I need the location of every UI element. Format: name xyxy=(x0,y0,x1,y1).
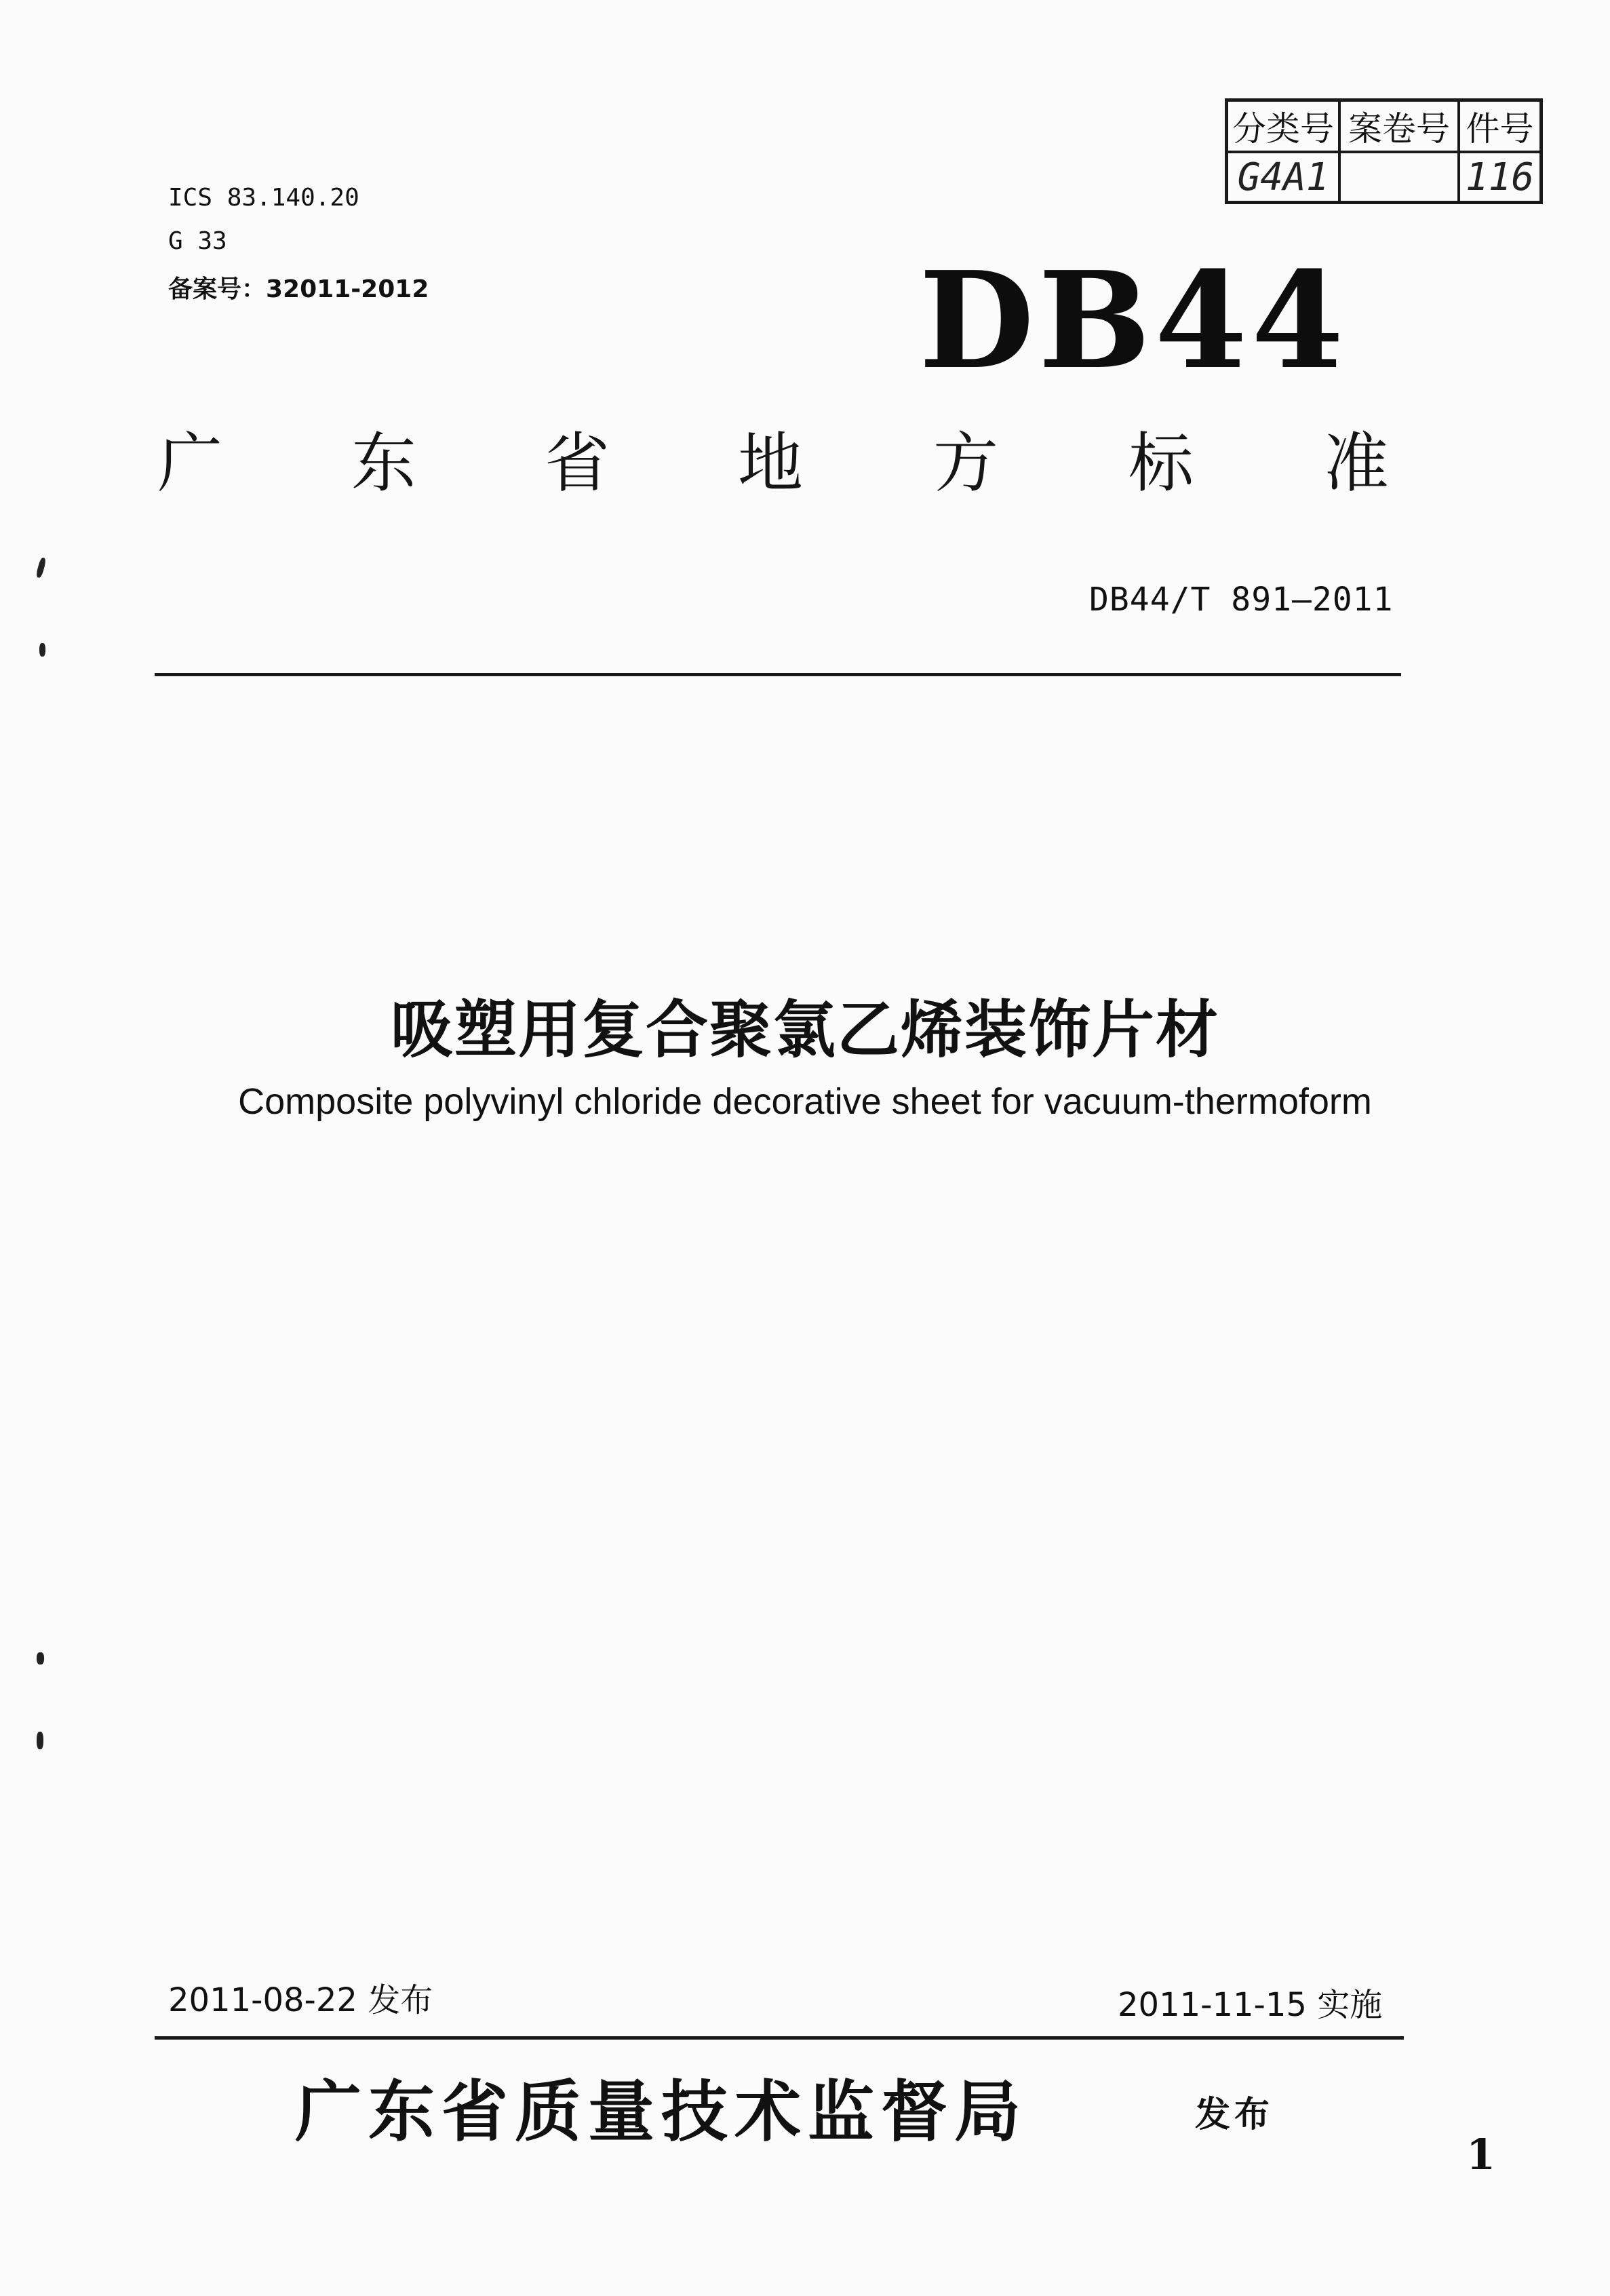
issuing-authority: 广东省质量技术监督局 xyxy=(295,2073,1028,2151)
classification-value-item: 116 xyxy=(1459,152,1542,203)
title-chinese: 吸塑用复合聚氯乙烯装饰片材 xyxy=(390,994,1219,1066)
header-divider xyxy=(155,673,1401,676)
ics-code: ICS 83.140.20 xyxy=(168,184,359,212)
scan-speck xyxy=(35,557,46,578)
implement-date: 2011-11-15 实施 xyxy=(1118,1986,1383,2024)
classification-header-category: 分类号 xyxy=(1227,100,1340,153)
standard-number: DB44/T 891—2011 xyxy=(1089,581,1394,619)
page-number: 1 xyxy=(1466,2130,1496,2179)
standard-type-char: 地 xyxy=(738,425,803,501)
standard-type-char: 东 xyxy=(351,425,416,501)
issuer-suffix: 发布 xyxy=(1195,2094,1274,2135)
standard-type-char: 省 xyxy=(545,425,610,501)
footer-divider xyxy=(155,2036,1404,2040)
standard-type-char: 标 xyxy=(1128,425,1194,501)
classification-value-file xyxy=(1339,152,1459,203)
standard-type-char: 广 xyxy=(157,425,222,501)
scan-speck xyxy=(39,643,45,657)
classification-header-file: 案卷号 xyxy=(1339,100,1459,153)
classification-header-item: 件号 xyxy=(1459,100,1542,153)
standard-type-char: 方 xyxy=(933,425,998,501)
db44-mark: DB44 xyxy=(919,243,1348,399)
release-date: 2011-08-22 发布 xyxy=(168,1981,433,2019)
classification-value-row xyxy=(1227,152,1542,203)
title-english: Composite polyvinyl chloride decorative sheet for vacuum-thermoform xyxy=(238,1081,1372,1122)
ccs-code: G 33 xyxy=(168,227,227,255)
classification-table xyxy=(1225,98,1543,204)
filing-number: 备案号：32011-2012 xyxy=(168,275,429,303)
scan-speck xyxy=(37,1732,43,1749)
classification-value-category: G4A1 xyxy=(1227,152,1340,203)
classification-header-row xyxy=(1227,100,1542,153)
scan-speck xyxy=(37,1652,44,1665)
standard-type-char: 准 xyxy=(1324,425,1389,501)
